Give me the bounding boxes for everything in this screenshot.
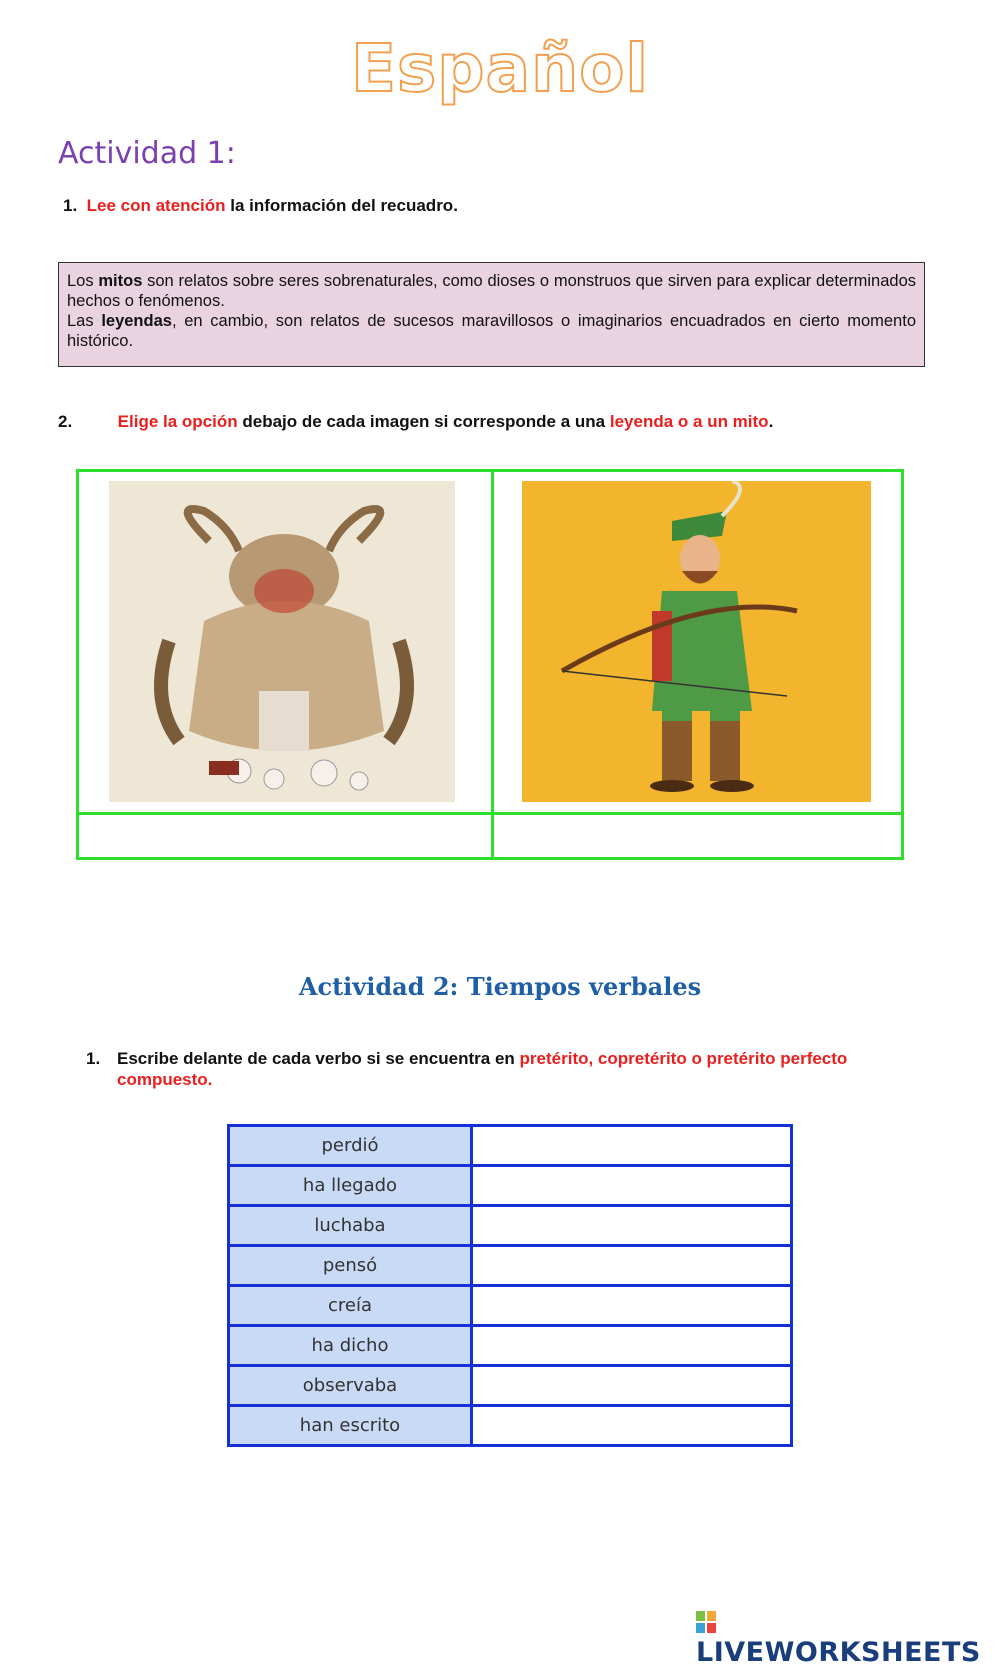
table-row [229,1286,792,1326]
verb-answer-cell[interactable] [472,1286,792,1326]
verb-answer-cell[interactable] [472,1246,792,1286]
verb-answer-cell[interactable] [472,1126,792,1166]
question-1 [63,196,458,216]
question-2-highlight-2: leyenda o a un mito [609,412,769,431]
question-1-highlight: Lee con atención [86,196,226,215]
table-row [229,1406,792,1446]
term-mitos: mitos [98,272,143,290]
question-1-text: la información del recuadro. [230,196,458,215]
table-row [229,1126,792,1166]
verb-cell: ha dicho [229,1326,472,1366]
table-row [229,1326,792,1366]
verb-cell: perdió [229,1126,472,1166]
robin-hood-image [522,481,871,802]
answer-cell-2[interactable] [494,815,901,857]
verb-cell: han escrito [229,1406,472,1446]
logo-icon [696,1611,716,1633]
activity2-question-number: 1. [86,1049,101,1068]
logo-text: LIVEWORKSHEETS [696,1637,981,1668]
verb-answer-cell[interactable] [472,1366,792,1406]
answer-cell-1[interactable] [79,815,491,857]
table-row [229,1246,792,1286]
activity1-heading: Actividad 1: [58,136,236,171]
info-box [58,262,925,367]
page-title: Español [350,30,650,107]
question-2-number: 2. [58,412,73,431]
info-mitos: Los mitos son relatos sobre seres sobrenaturales, como dioses o monstruos que sirven para explicar determinados hechos o fenómenos. [67,272,917,310]
question-2-highlight-1: Elige la opción [117,412,238,431]
table-row [229,1206,792,1246]
verb-cell: creía [229,1286,472,1326]
verb-answer-cell[interactable] [472,1326,792,1366]
verb-answer-cell[interactable] [472,1166,792,1206]
verb-cell: observaba [229,1366,472,1406]
table-row [229,1166,792,1206]
question-2-text: debajo de cada imagen si corresponde a una [242,412,606,431]
image-choice-grid [76,469,904,860]
verb-cell: pensó [229,1246,472,1286]
verb-cell: luchaba [229,1206,472,1246]
question-1-number: 1. [63,196,78,215]
term-leyendas: leyendas [101,312,172,330]
activity2-question-highlight: pretérito, copretérito o pretérito perfecto compuesto. [117,1049,848,1089]
table-row [229,1366,792,1406]
verb-table [227,1124,793,1447]
verb-answer-cell[interactable] [472,1206,792,1246]
verb-cell: ha llegado [229,1166,472,1206]
question-2: 2. Elige la opción debajo de cada imagen si corresponde a una leyenda o a un mito. [58,412,774,431]
activity2-question-text: Escribe delante de cada verbo si se encuentra en [117,1049,515,1068]
minotaur-image [109,481,455,802]
verb-answer-cell[interactable] [472,1406,792,1446]
info-leyendas: Las leyendas, en cambio, son relatos de sucesos maravillosos o imaginarios encuadrados en cierto momento histórico. [67,312,916,350]
activity2-heading: Actividad 2: Tiempos verbales [298,972,702,1001]
liveworksheets-logo [696,1606,1000,1668]
